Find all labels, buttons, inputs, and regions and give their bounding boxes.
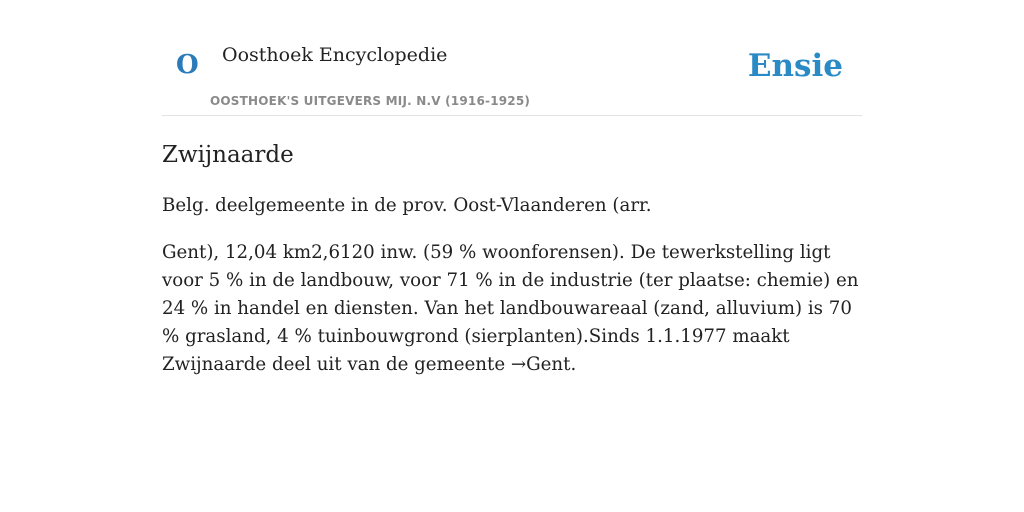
entry-paragraph-2 [162,239,862,379]
entry-paragraph-2-end: . [570,354,577,375]
entry-paragraph-2-text: Gent), 12,04 km2,6120 inw. (59 % woonforensen). De tewerkstelling ligt voor 5 % in de landbouw, voor 71 % in de industrie (ter plaatse: chemie) en 24 % in handel en diensten. Van het landbouwareaal (zand, alluvium) is 70 % grasland, 4 % tuinbouwgrond (sierplanten).Sinds 1.1.1977 maakt Zwijnaarde deel uit van de gemeente [162,242,859,375]
header [162,0,862,116]
entry-paragraph-1: Belg. deelgemeente in de prov. Oost-Vlaanderen (arr. [162,195,652,216]
entry-title: Zwijnaarde [162,142,294,168]
page [162,0,862,379]
crossref-link-gent[interactable]: →Gent [510,354,571,375]
book-title[interactable]: Oosthoek Encyclopedie [222,44,448,66]
publisher-label: OOSTHOEK'S UITGEVERS MIJ. N.V (1916-1925) [210,94,531,108]
book-logo[interactable]: O [176,50,199,80]
brand-logo[interactable]: Ensie [747,48,843,84]
